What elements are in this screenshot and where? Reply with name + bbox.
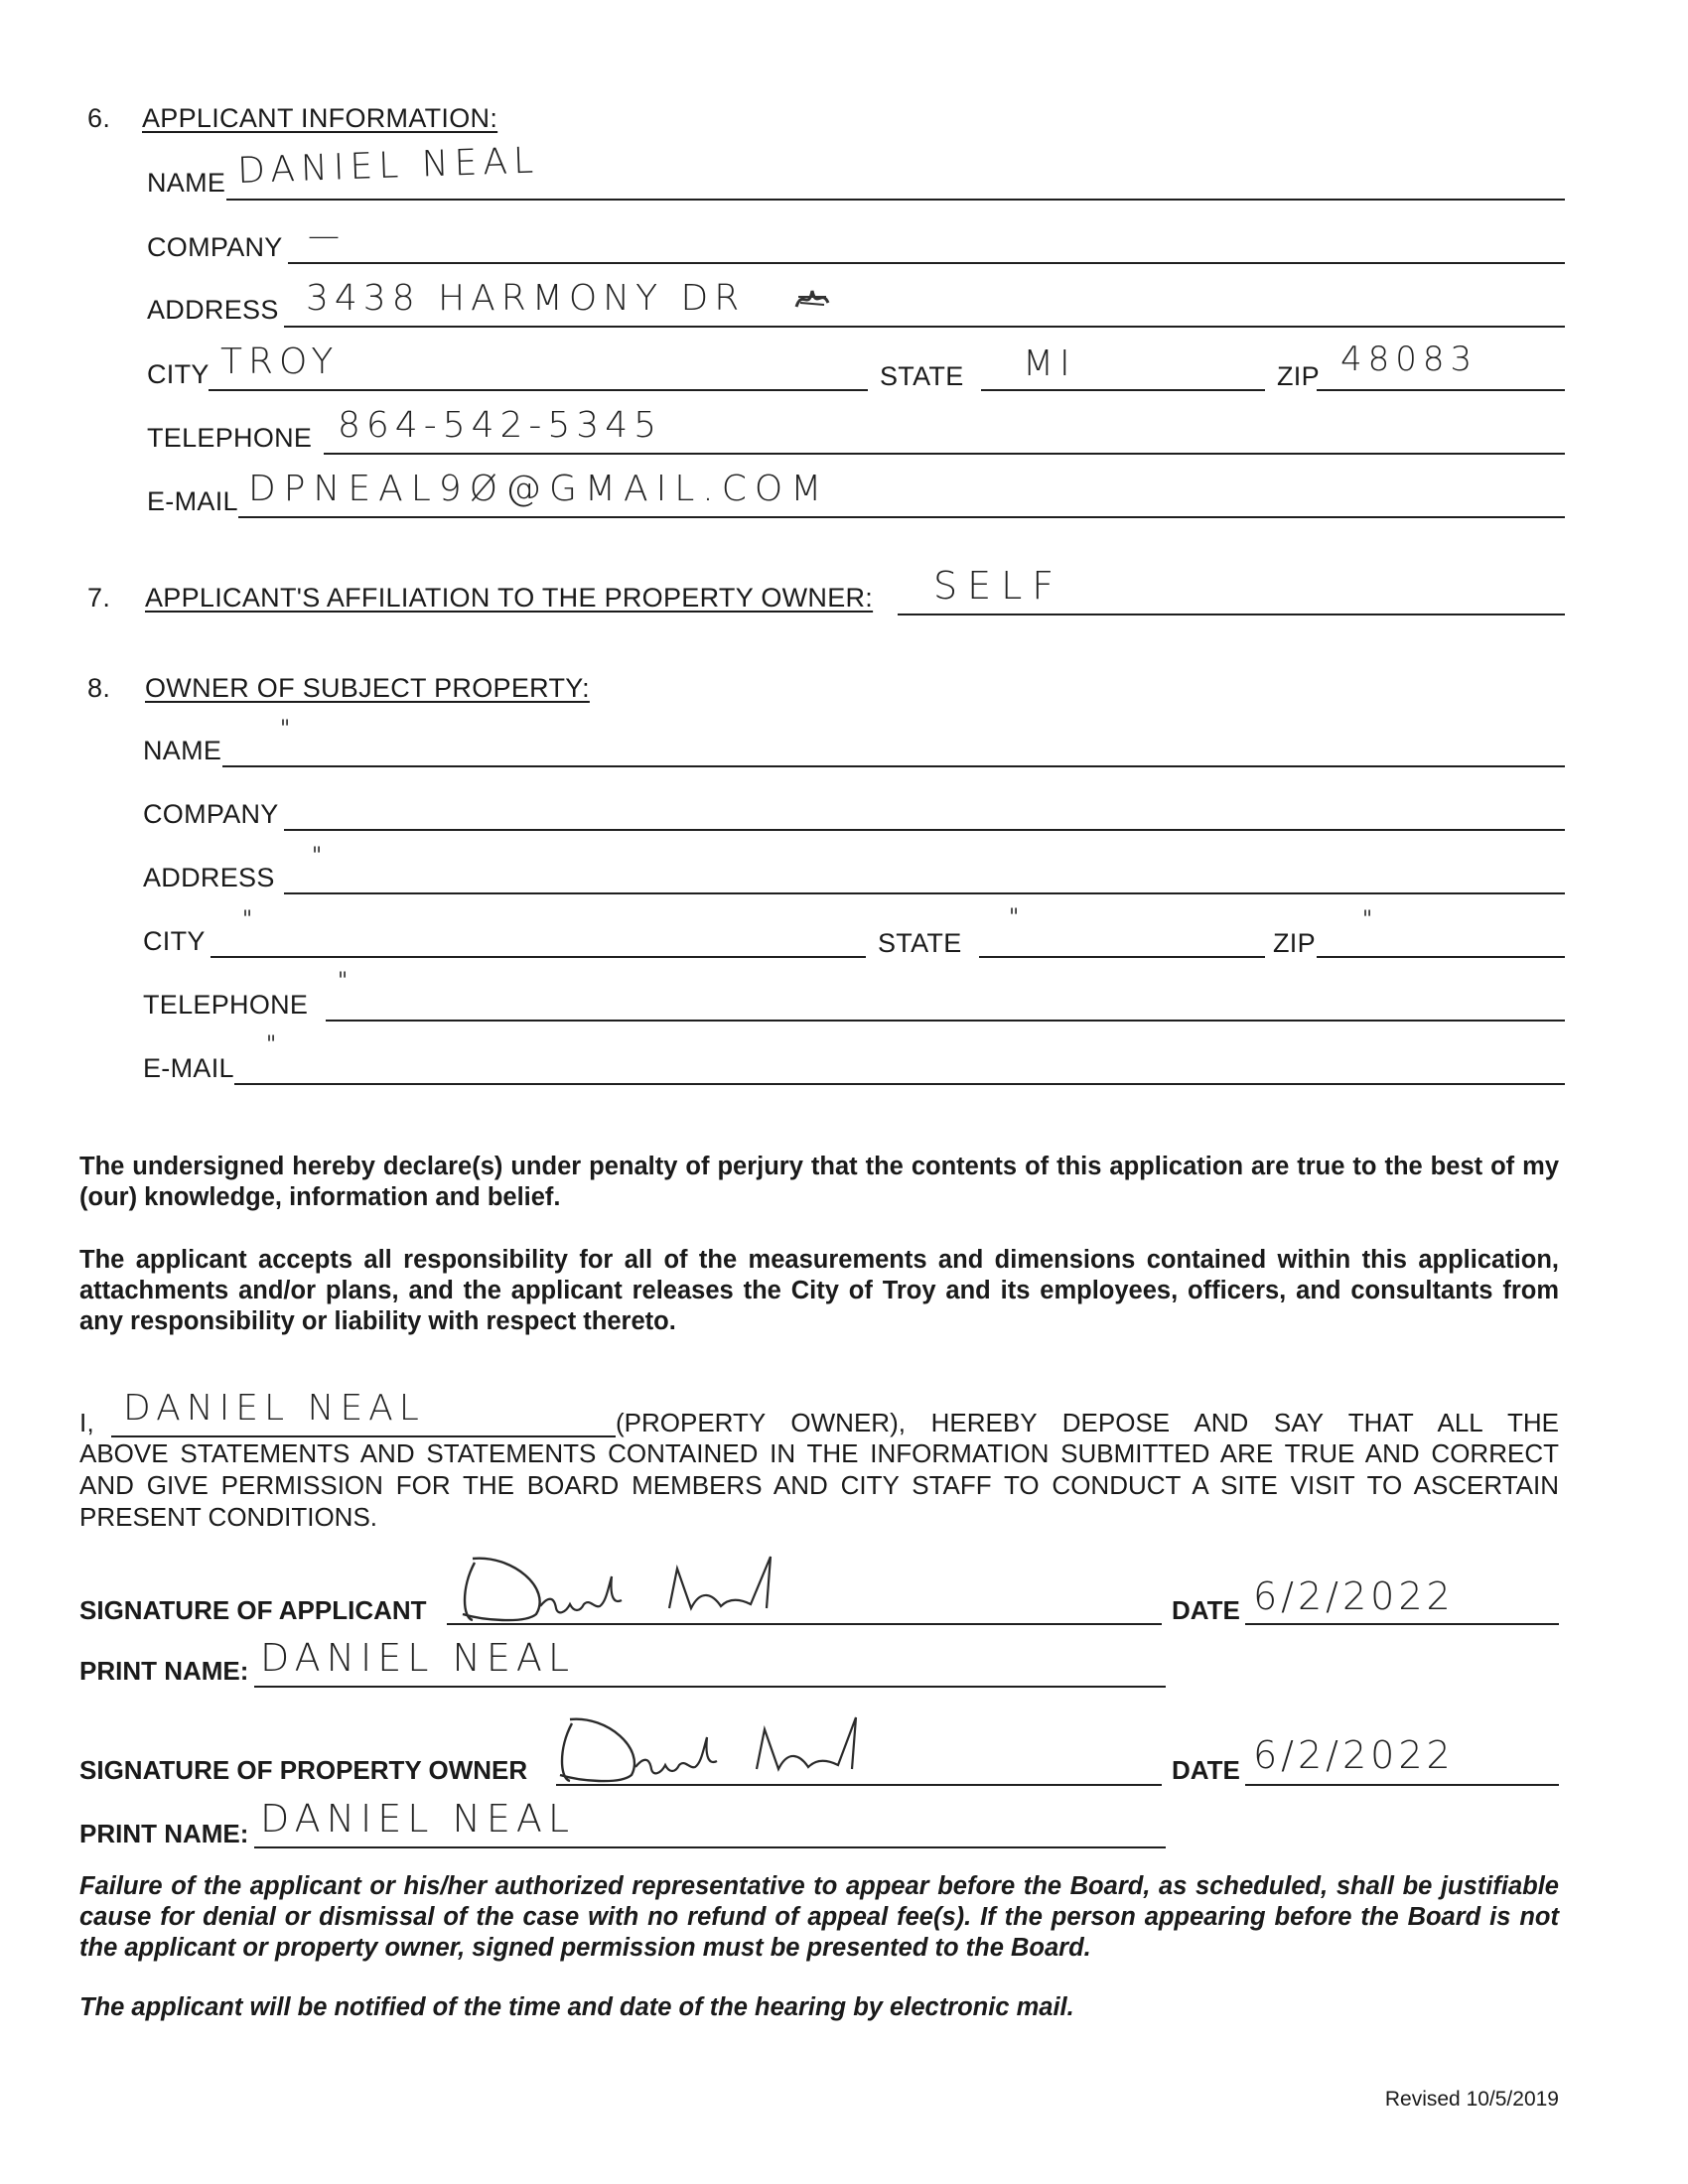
owner-address-ditto[interactable]: " bbox=[312, 844, 323, 869]
owner-zip-ditto[interactable]: " bbox=[1362, 907, 1373, 932]
applicant-print-name-label: PRINT NAME: bbox=[79, 1656, 249, 1686]
owner-print-name-line bbox=[254, 1846, 1166, 1848]
applicant-print-name-line bbox=[254, 1686, 1166, 1688]
owner-signature-drawing bbox=[552, 1709, 890, 1789]
applicant-date-label: DATE bbox=[1172, 1595, 1240, 1625]
applicant-address-label: ADDRESS bbox=[147, 295, 279, 325]
owner-company-field[interactable] bbox=[298, 794, 1549, 826]
owner-telephone-label: TELEPHONE bbox=[143, 990, 309, 1020]
applicant-signature-field[interactable] bbox=[453, 1549, 810, 1628]
applicant-name-line bbox=[226, 199, 1565, 201]
owner-zip-line bbox=[1317, 956, 1565, 958]
owner-email-ditto[interactable]: " bbox=[266, 1032, 277, 1057]
applicant-print-name-field[interactable]: DANIEL NEAL bbox=[260, 1636, 576, 1680]
hearing-notification-notice: The applicant will be notified of the time and date of the hearing by electronic mail. bbox=[79, 1993, 1074, 2021]
applicant-city-line bbox=[209, 389, 868, 391]
section-7-number: 7. bbox=[87, 583, 111, 613]
applicant-email-line bbox=[238, 516, 1565, 518]
owner-company-label: COMPANY bbox=[143, 799, 279, 829]
applicant-city-label: CITY bbox=[147, 359, 210, 389]
owner-state-ditto[interactable]: " bbox=[1009, 905, 1020, 930]
applicant-state-label: STATE bbox=[880, 361, 964, 391]
owner-city-label: CITY bbox=[143, 926, 206, 956]
owner-telephone-ditto[interactable]: " bbox=[338, 969, 349, 994]
depose-text-first-line: (PROPERTY OWNER), HEREBY DEPOSE AND SAY THAT ALL THE bbox=[616, 1408, 1559, 1437]
applicant-telephone-line bbox=[324, 453, 1565, 455]
owner-city-line bbox=[211, 956, 866, 958]
owner-address-line bbox=[284, 892, 1565, 894]
applicant-date-line bbox=[1245, 1623, 1559, 1625]
perjury-declaration: The undersigned hereby declare(s) under penalty of perjury that the contents of this application are true to the best of my (our) knowledge, information and belief. bbox=[79, 1153, 1559, 1211]
applicant-company-line bbox=[288, 262, 1565, 264]
section-6-title: APPLICANT INFORMATION: bbox=[142, 103, 498, 133]
depose-text-rest: ABOVE STATEMENTS AND STATEMENTS CONTAINED IN THE INFORMATION SUBMITTED ARE TRUE AND CORRECT AND GIVE PERMISSION FOR THE BOARD MEMBERS AND CITY STAFF TO CONDUCT A SITE VISIT TO ASCERTAIN PRESENT CONDITIONS. bbox=[79, 1438, 1559, 1532]
section-8-number: 8. bbox=[87, 673, 111, 703]
owner-date-field[interactable]: 6/2/2022 bbox=[1253, 1733, 1455, 1777]
revision-date: Revised 10/5/2019 bbox=[1384, 2088, 1559, 2111]
applicant-signature-label: SIGNATURE OF APPLICANT bbox=[79, 1595, 427, 1625]
owner-telephone-line bbox=[326, 1020, 1565, 1022]
applicant-name-label: NAME bbox=[147, 168, 226, 198]
applicant-state-field[interactable]: MI bbox=[1023, 343, 1076, 384]
applicant-address-line bbox=[284, 326, 1565, 328]
applicant-zip-label: ZIP bbox=[1277, 361, 1320, 391]
applicant-city-field[interactable]: TROY bbox=[220, 341, 340, 382]
owner-state-line bbox=[979, 956, 1265, 958]
affiliation-field[interactable]: SELF bbox=[933, 564, 1064, 608]
applicant-telephone-label: TELEPHONE bbox=[147, 423, 313, 453]
owner-address-label: ADDRESS bbox=[143, 863, 275, 892]
applicant-zip-field[interactable]: 48083 bbox=[1340, 340, 1478, 379]
section-7-title: APPLICANT'S AFFILIATION TO THE PROPERTY OWNER: bbox=[145, 583, 874, 613]
responsibility-statement: The applicant accepts all responsibility for all of the measurements and dimensions contained within this application, attachments and/or plans, and the applicant releases the City of Troy and its employees, officers, and consultants from any responsibility or liability with respect thereto. bbox=[79, 1246, 1559, 1335]
owner-name-label: NAME bbox=[143, 736, 222, 765]
applicant-zip-line bbox=[1317, 389, 1565, 391]
owner-signature-field[interactable] bbox=[552, 1709, 890, 1789]
applicant-address-field[interactable]: 3438 HARMONY DR bbox=[306, 278, 746, 319]
applicant-company-label: COMPANY bbox=[147, 232, 283, 262]
section-8-title: OWNER OF SUBJECT PROPERTY: bbox=[145, 673, 590, 703]
owner-state-label: STATE bbox=[878, 928, 962, 958]
section-6-number: 6. bbox=[87, 103, 111, 133]
scribble-mark bbox=[792, 285, 832, 313]
applicant-telephone-field[interactable]: 864-542-5345 bbox=[338, 405, 663, 446]
owner-city-ditto[interactable]: " bbox=[242, 907, 253, 932]
owner-name-ditto[interactable]: " bbox=[280, 717, 291, 742]
applicant-email-field[interactable]: DPNEAL9Ø@GMAIL.COM bbox=[248, 469, 830, 509]
owner-company-line bbox=[284, 829, 1565, 831]
depose-owner-name-field[interactable]: DANIEL NEAL bbox=[123, 1388, 425, 1429]
owner-email-line bbox=[234, 1083, 1565, 1085]
applicant-date-field[interactable]: 6/2/2022 bbox=[1253, 1574, 1455, 1618]
applicant-signature-drawing bbox=[453, 1549, 810, 1628]
applicant-company-field[interactable]: — bbox=[308, 216, 346, 254]
owner-signature-label: SIGNATURE OF PROPERTY OWNER bbox=[79, 1755, 528, 1785]
failure-to-appear-notice: Failure of the applicant or his/her authorized representative to appear before the Board, as scheduled, shall be justifiable cause for denial or dismissal of the case with no refund of appeal fee(s). If the person appearing before the Board is not the applicant or property owner, signed permission must be presented to the Board. bbox=[79, 1872, 1559, 1962]
applicant-name-field[interactable]: DANIEL NEAL bbox=[236, 140, 540, 192]
applicant-state-line bbox=[981, 389, 1265, 391]
affiliation-line bbox=[898, 614, 1565, 615]
owner-print-name-label: PRINT NAME: bbox=[79, 1819, 249, 1848]
owner-email-label: E-MAIL bbox=[143, 1053, 234, 1083]
applicant-email-label: E-MAIL bbox=[147, 486, 238, 516]
owner-zip-label: ZIP bbox=[1273, 928, 1316, 958]
depose-prefix: I, bbox=[79, 1408, 95, 1437]
owner-name-line bbox=[222, 765, 1565, 767]
owner-date-label: DATE bbox=[1172, 1755, 1240, 1785]
owner-print-name-field[interactable]: DANIEL NEAL bbox=[260, 1797, 576, 1841]
owner-date-line bbox=[1245, 1784, 1559, 1786]
